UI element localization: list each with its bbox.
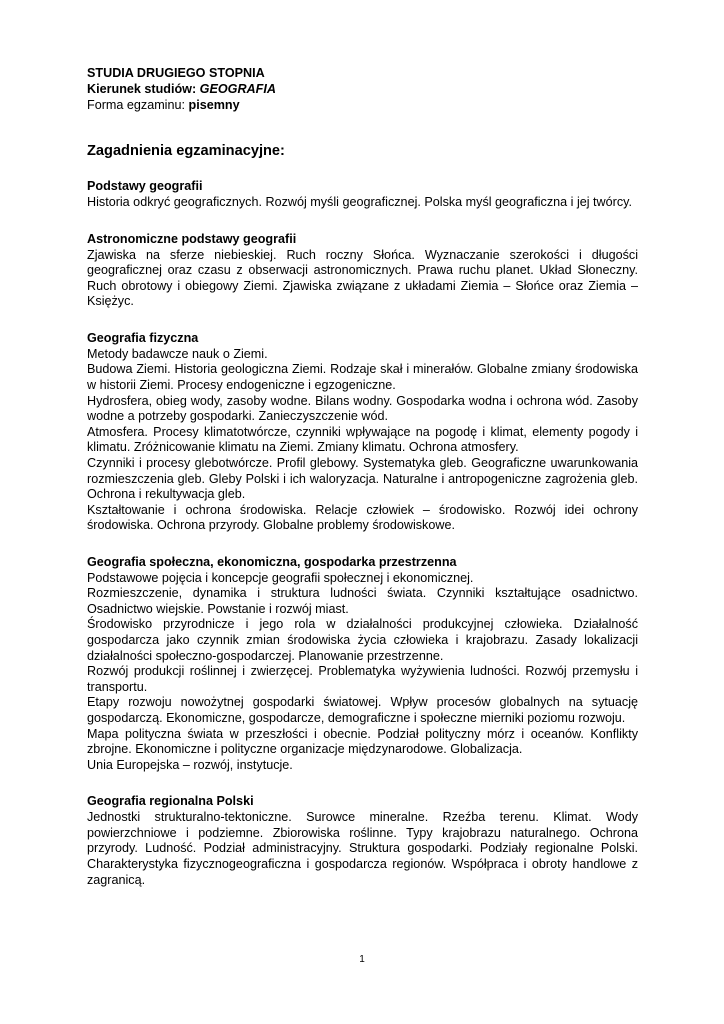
exam-form-label: Forma egzaminu: <box>87 97 189 112</box>
section-paragraph: Atmosfera. Procesy klimatotwórcze, czynniki wpływające na pogodę i klimat, elementy pogody i klimatu. Zróżnicowanie klimatu na Ziemi. Zmiany klimatu. Ochrona atmosfery. <box>87 424 638 455</box>
section-title: Podstawy geografii <box>87 179 203 194</box>
section-paragraph: Mapa polityczna świata w przeszłości i obecnie. Podział polityczny mórz i oceanów. Konflikty zbrojne. Ekonomiczne i polityczne organizacje międzynarodowe. Globalizacja. <box>87 726 638 757</box>
document-page <box>87 66 638 888</box>
section-paragraph: Podstawowe pojęcia i koncepcje geografii społecznej i ekonomicznej. <box>87 570 474 585</box>
section <box>87 232 638 310</box>
section-title: Geografia społeczna, ekonomiczna, gospodarka przestrzenna <box>87 554 457 569</box>
field-of-study-label: Kierunek studiów: <box>87 81 200 96</box>
section-paragraph: Zjawiska na sferze niebieskiej. Ruch roczny Słońca. Wyznaczanie szerokości i długości geograficznej oraz czasu z obserwacji astronomicznych. Prawa ruchu planet. Układ Słoneczny. Ruch obrotowy i obiegowy Ziemi. Zjawiska związane z układami Ziemia – Słońce oraz Ziemia – Księżyc. <box>87 247 638 309</box>
section-paragraph: Metody badawcze nauk o Ziemi. <box>87 346 268 361</box>
section-paragraph: Rozmieszczenie, dynamika i struktura ludności świata. Czynniki kształtujące osadnictwo. Osadnictwo wiejskie. Powstanie i rozwój miast. <box>87 586 638 616</box>
study-level: STUDIA DRUGIEGO STOPNIA <box>87 66 265 80</box>
section-paragraph: Historia odkryć geograficznych. Rozwój myśli geograficznej. Polska myśl geograficzna i jej twórcy. <box>87 195 632 210</box>
field-of-study-value: GEOGRAFIA <box>199 81 276 96</box>
section-title: Astronomiczne podstawy geografii <box>87 231 297 246</box>
main-title: Zagadnienia egzaminacyjne: <box>87 143 285 160</box>
section-paragraph: Jednostki strukturalno-tektoniczne. Surowce mineralne. Rzeźba terenu. Klimat. Wody powierzchniowe i podziemne. Zbiorowiska roślinne. Typy krajobrazu naturalnego. Ochrona przyrody. Ludność. Podział administracyjny. Struktura gospodarki. Podziały regionalne Polski. Charakterystyka fizycznogeograficzna i gospodarcza regionów. Współpraca i obroty handlowe z zagranicą. <box>87 810 638 887</box>
section-paragraph: Kształtowanie i ochrona środowiska. Relacje człowiek – środowisko. Rozwój idei ochrony środowiska. Ochrona przyrody. Globalne problemy środowiskowe. <box>87 502 638 533</box>
section-paragraph: Etapy rozwoju nowożytnej gospodarki światowej. Wpływ procesów globalnych na sytuację gospodarczą. Ekonomiczne, gospodarcze, demograficzne i społeczne mierniki poziomu rozwoju. <box>87 695 638 726</box>
section-paragraph: Rozwój produkcji roślinnej i zwierzęcej. Problematyka wyżywienia ludności. Rozwój przemysłu i transportu. <box>87 664 638 694</box>
page-number: 1 <box>359 954 365 965</box>
section-paragraph: Unia Europejska – rozwój, instytucje. <box>87 757 293 772</box>
section-paragraph: Środowisko przyrodnicze i jego rola w działalności produkcyjnej człowieka. Działalność gospodarcza jako czynnik zmian środowiska życia człowieka i krajobrazu. Zasady lokalizacji działalności społeczno-gospodarczej. Planowanie przestrzenne. <box>87 617 638 663</box>
exam-form <box>87 98 638 114</box>
section-paragraph: Budowa Ziemi. Historia geologiczna Ziemi. Rodzaje skał i minerałów. Globalne zmiany środowiska w historii Ziemi. Procesy endogeniczne i egzogeniczne. <box>87 362 638 392</box>
field-of-study <box>87 82 638 98</box>
section-paragraph: Hydrosfera, obieg wody, zasoby wodne. Bilans wodny. Gospodarka wodna i ochrona wód. Zasoby wodne a potrzeby gospodarki. Zanieczyszczenie wód. <box>87 393 638 424</box>
section-paragraph: Czynniki i procesy glebotwórcze. Profil glebowy. Systematyka gleb. Geograficzne uwarunkowania rozmieszczenia gleb. Gleby Polski i ich waloryzacja. Naturalne i antropogeniczne zagrożenia gleb. Ochrona i rekultywacja gleb. <box>87 455 638 502</box>
section <box>87 555 638 774</box>
section <box>87 331 638 534</box>
exam-form-value: pisemny <box>188 97 240 112</box>
section-title: Geografia regionalna Polski <box>87 794 254 809</box>
section <box>87 179 638 210</box>
section <box>87 794 638 888</box>
sections <box>87 179 638 888</box>
section-title: Geografia fizyczna <box>87 330 199 345</box>
